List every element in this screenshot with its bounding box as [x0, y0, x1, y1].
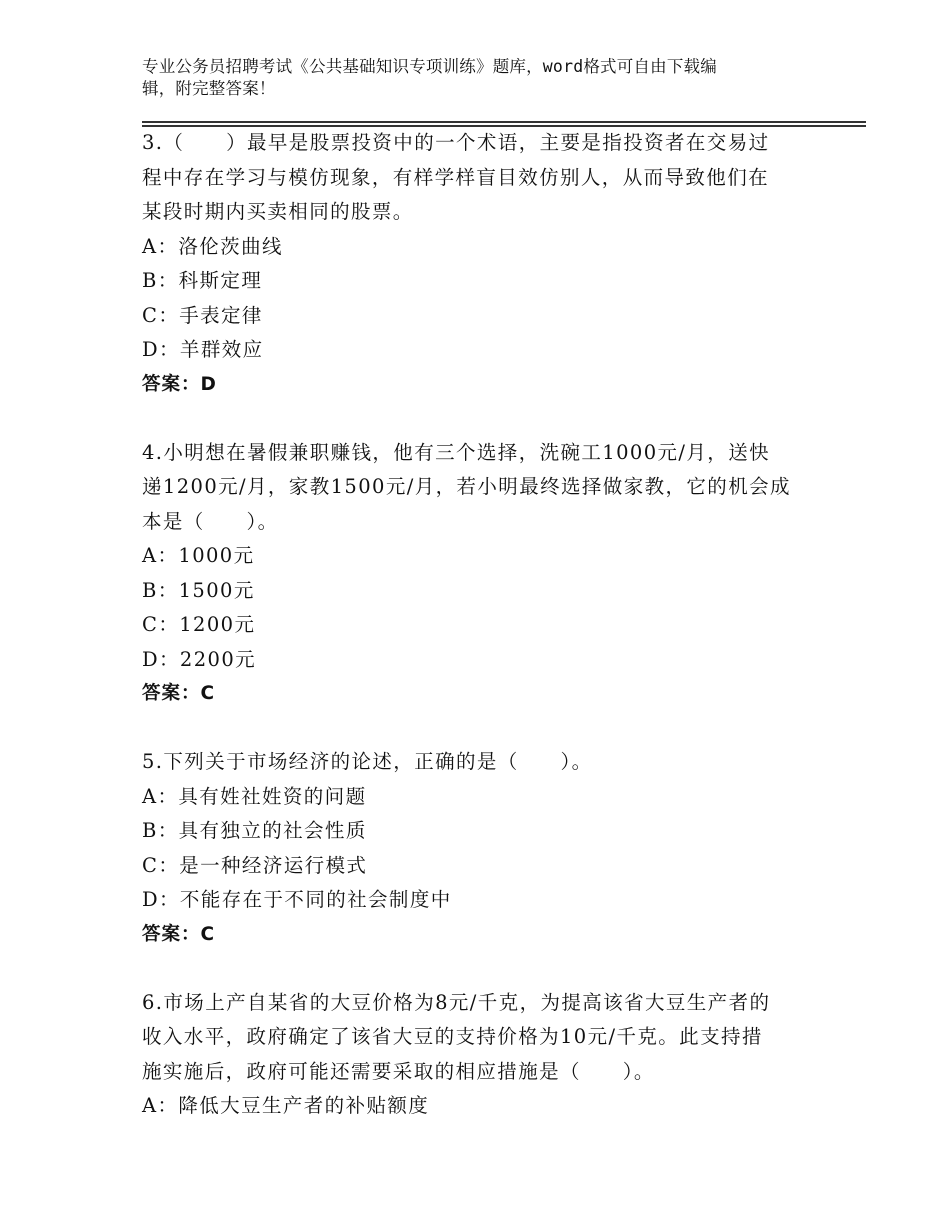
stem-line: 收入水平，政府确定了该省大豆的支持价格为10元/千克。此支持措 — [142, 1025, 763, 1048]
stem-line: 6.市场上产自某省的大豆价格为8元/千克，为提高该省大豆生产者的 — [142, 990, 771, 1014]
stem-line: 某段时期内买卖相同的股票。 — [142, 200, 414, 223]
header-line-1: 专业公务员招聘考试《公共基础知识专项训练》题库，word格式可自由下载编 — [142, 57, 717, 76]
answer: 答案：D — [142, 373, 217, 395]
document-header — [142, 56, 802, 100]
answer: 答案：C — [142, 683, 216, 704]
option-c: C：1200元 — [142, 613, 256, 636]
option-c: C：是一种经济运行模式 — [142, 853, 368, 877]
stem-line: 程中存在学习与模仿现象，有样学样盲目效仿别人，从而导致他们在 — [142, 165, 770, 189]
option-a: A：洛伦茨曲线 — [142, 234, 283, 258]
stem-line: 施实施后，政府可能还需要采取的相应措施是（ ）。 — [142, 1059, 655, 1083]
question-6 — [142, 986, 832, 1124]
header-line-2: 辑，附完整答案！ — [142, 79, 276, 98]
question-list — [142, 126, 832, 1158]
question-stem — [142, 126, 832, 230]
stem-line: 递1200元/月，家教1500元/月，若小明最终选择做家教，它的机会成 — [142, 475, 791, 498]
question-5 — [142, 745, 832, 952]
option-b: B：科斯定理 — [142, 269, 263, 292]
question-stem — [142, 745, 832, 780]
question-stem — [142, 986, 832, 1090]
stem-line: 本是（ ）。 — [142, 509, 279, 533]
stem-line: 5.下列关于市场经济的论述，正确的是（ ）。 — [142, 750, 593, 773]
option-b: B：具有独立的社会性质 — [142, 819, 367, 842]
option-a: A：降低大豆生产者的补贴额度 — [142, 1094, 430, 1117]
option-a: A：1000元 — [142, 544, 255, 567]
question-3 — [142, 126, 832, 402]
option-d: D：不能存在于不同的社会制度中 — [142, 888, 452, 911]
option-a: A：具有姓社姓资的问题 — [142, 784, 367, 808]
header-rule-top — [142, 121, 866, 123]
question-4 — [142, 436, 832, 712]
stem-line: 3.（ ）最早是股票投资中的一个术语，主要是指投资者在交易过 — [142, 131, 770, 154]
option-d: D：羊群效应 — [142, 338, 264, 361]
option-c: C：手表定律 — [142, 303, 263, 327]
option-d: D：2200元 — [142, 647, 257, 671]
question-stem — [142, 436, 832, 540]
answer: 答案：C — [142, 923, 216, 945]
stem-line: 4.小明想在暑假兼职赚钱，他有三个选择，洗碗工1000元/月，送快 — [142, 440, 771, 464]
option-b: B：1500元 — [142, 578, 255, 602]
